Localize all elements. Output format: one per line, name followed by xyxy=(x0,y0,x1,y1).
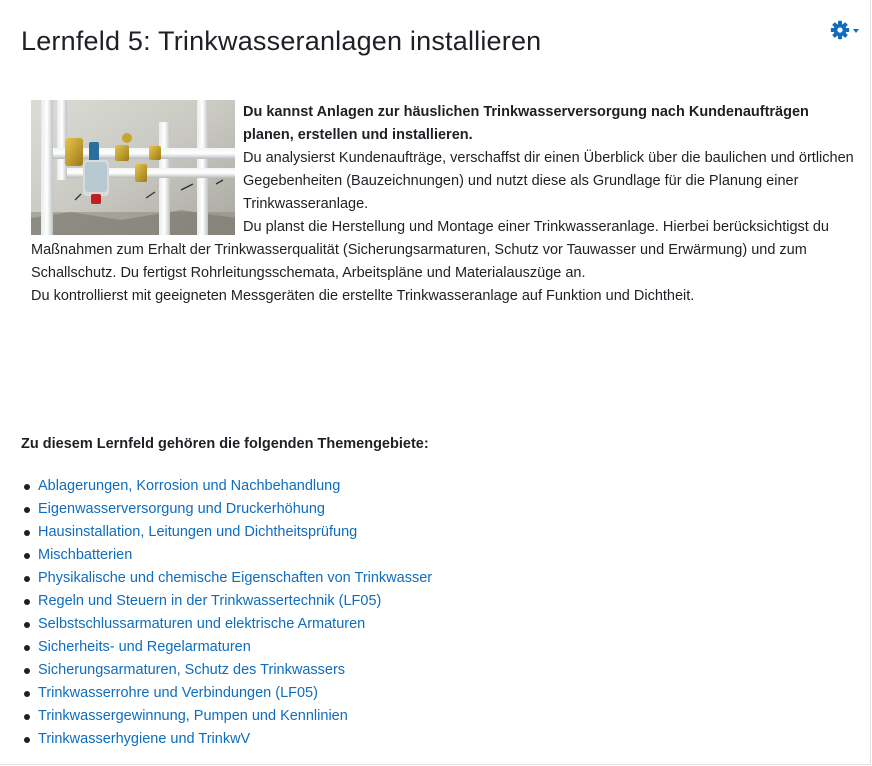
bullet-icon xyxy=(24,668,30,674)
bullet-icon xyxy=(24,553,30,559)
topic-link[interactable]: Ablagerungen, Korrosion und Nachbehandlung xyxy=(38,478,341,494)
bullet-icon xyxy=(24,530,30,536)
intro-lead: Du kannst Anlagen zur häuslichen Trinkwasserversorgung nach Kundenaufträgen planen, erstellen und installieren. xyxy=(243,104,809,143)
course-introduction xyxy=(31,101,861,308)
gear-icon xyxy=(830,20,850,40)
topic-link[interactable]: Regeln und Steuern in der Trinkwassertechnik (LF05) xyxy=(38,593,382,609)
list-item xyxy=(21,590,432,613)
bullet-icon xyxy=(24,599,30,605)
topic-link[interactable]: Trinkwasserhygiene und TrinkwV xyxy=(38,731,251,747)
page-title: Lernfeld 5: Trinkwasseranlagen installieren xyxy=(21,26,542,56)
list-item xyxy=(21,521,432,544)
bullet-icon xyxy=(24,691,30,697)
topic-link[interactable]: Selbstschlussarmaturen und elektrische Armaturen xyxy=(38,616,366,632)
intro-paragraph: Du planst die Herstellung und Montage einer Trinkwasseranlage. Hierbei berücksichtigst du Maßnahmen zum Erhalt der Trinkwasserqualität (Sicherungsarmaturen, Schutz vor Tauwasser und Erwärmung) und zum Schallschutz. Du fertigst Rohrleitungsschemata, Arbeitspläne und Materialauszüge an. xyxy=(31,219,829,281)
topics-heading: Zu diesem Lernfeld gehören die folgenden Themengebiete: xyxy=(21,436,429,452)
list-item xyxy=(21,475,432,498)
topic-link[interactable]: Trinkwassergewinnung, Pumpen und Kennlinien xyxy=(38,708,348,724)
list-item xyxy=(21,613,432,636)
intro-paragraph: Du analysierst Kundenaufträge, verschaffst dir einen Überblick über die baulichen und örtlichen Gegebenheiten (Bauzeichnungen) und nutzt diese als Grundlage für die Planung einer Trinkwasseranlage. xyxy=(243,150,854,212)
list-item xyxy=(21,682,432,705)
intro-paragraph: Du kontrollierst mit geeigneten Messgeräten die erstellte Trinkwasseranlage auf Funktion und Dichtheit. xyxy=(31,288,695,304)
topic-link[interactable]: Eigenwasserversorgung und Druckerhöhung xyxy=(38,501,325,517)
list-item xyxy=(21,728,432,751)
topic-link[interactable]: Mischbatterien xyxy=(38,547,133,563)
topic-link[interactable]: Trinkwasserrohre und Verbindungen (LF05) xyxy=(38,685,318,701)
list-item xyxy=(21,498,432,521)
bullet-icon xyxy=(24,714,30,720)
topic-link[interactable]: Sicherheits- und Regelarmaturen xyxy=(38,639,251,655)
bullet-icon xyxy=(24,576,30,582)
list-item xyxy=(21,567,432,590)
image-spacer xyxy=(31,101,235,235)
topic-link[interactable]: Sicherungsarmaturen, Schutz des Trinkwassers xyxy=(38,662,346,678)
settings-menu-button[interactable] xyxy=(830,20,859,40)
bullet-icon xyxy=(24,622,30,628)
bullet-icon xyxy=(24,484,30,490)
bullet-icon xyxy=(24,737,30,743)
list-item xyxy=(21,544,432,567)
topic-link[interactable]: Physikalische und chemische Eigenschaften von Trinkwasser xyxy=(38,570,433,586)
bullet-icon xyxy=(24,507,30,513)
bullet-icon xyxy=(24,645,30,651)
topic-link[interactable]: Hausinstallation, Leitungen und Dichtheitsprüfung xyxy=(38,524,358,540)
list-item xyxy=(21,636,432,659)
caret-down-icon xyxy=(853,29,859,33)
topics-list xyxy=(21,475,432,751)
list-item xyxy=(21,659,432,682)
list-item xyxy=(21,705,432,728)
